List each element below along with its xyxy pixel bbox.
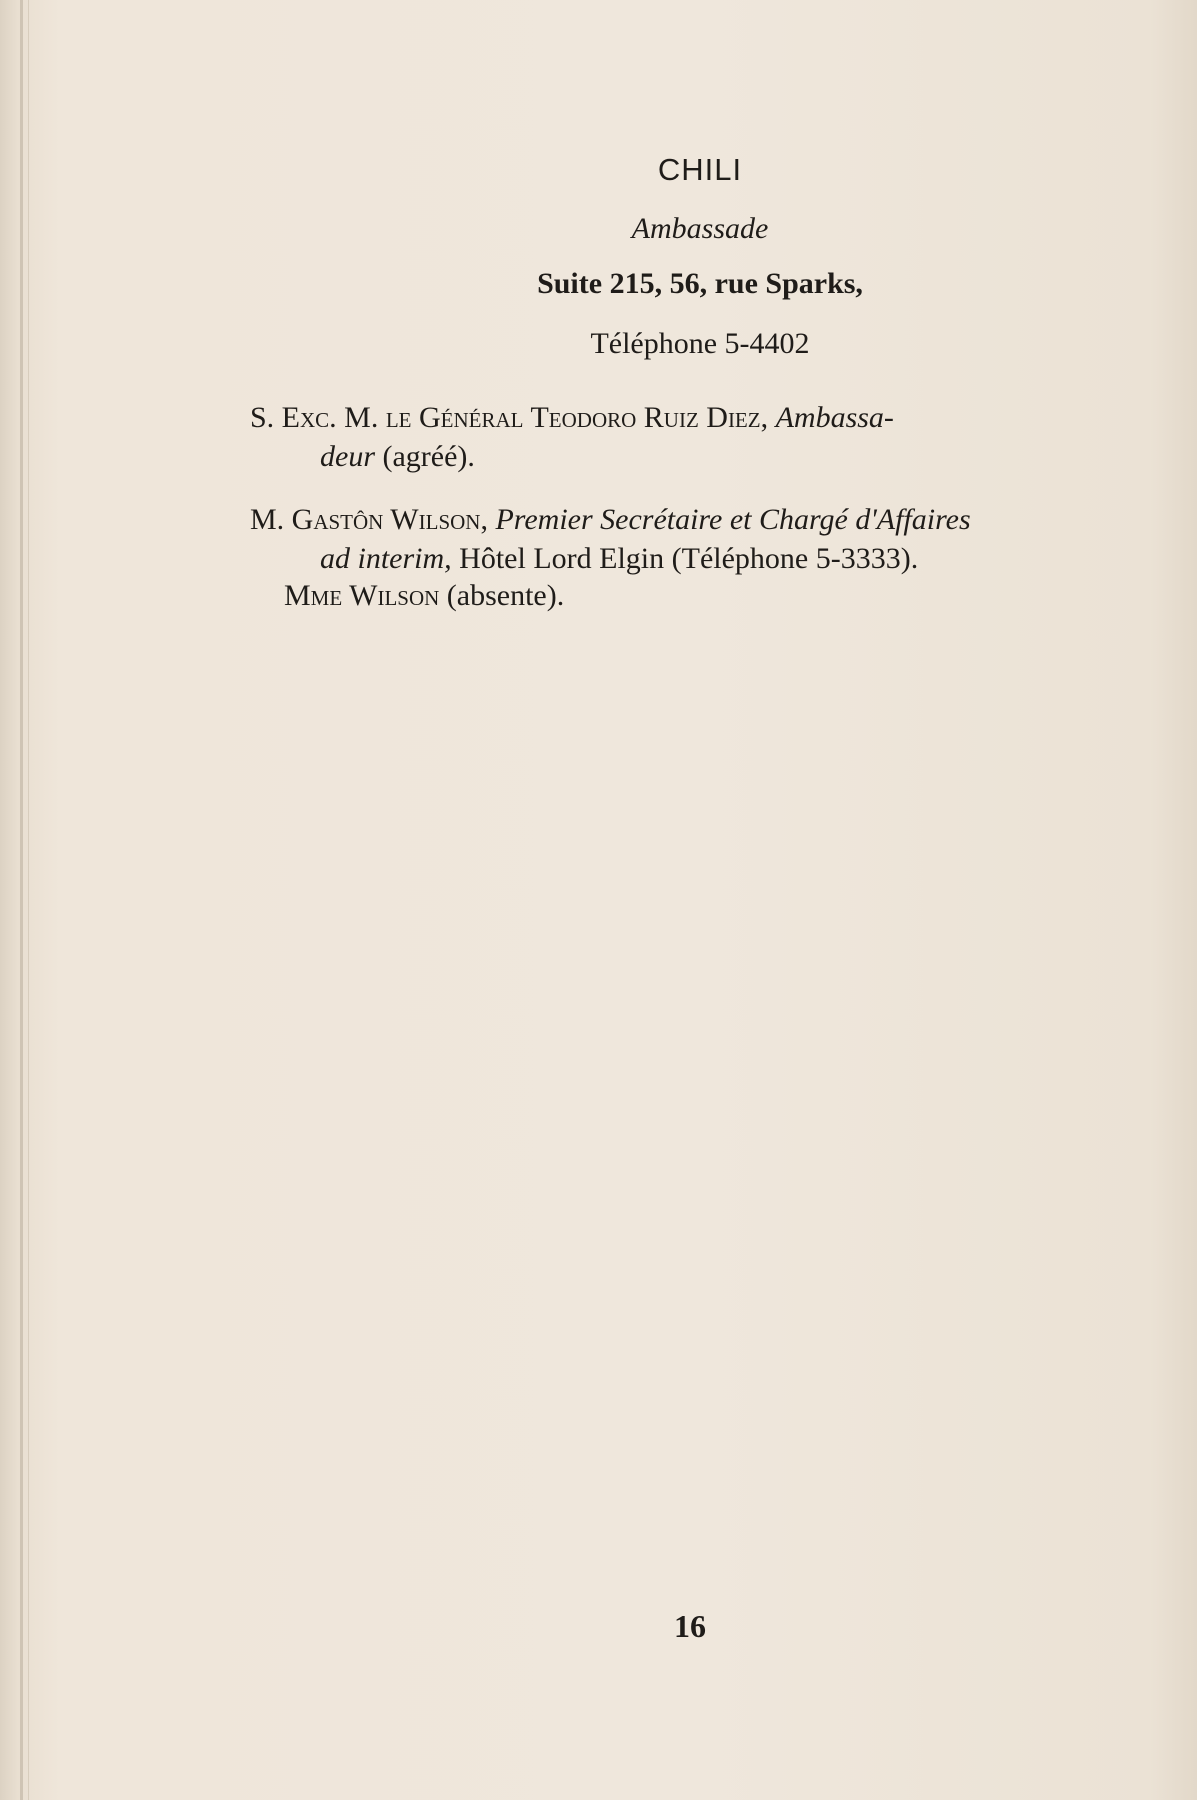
entry-spouse [284, 576, 1164, 615]
entry-title: Premier Secrétaire et Chargé d'Affaires [495, 503, 971, 536]
page-spine-line [28, 0, 29, 1800]
entry-title-continued: deur [320, 440, 375, 473]
entry-title: Ambassa- [775, 401, 894, 434]
entry-name: Mme Wilson [284, 579, 440, 612]
entry-name: M. Gastôn Wilson, [250, 503, 488, 536]
entry-name: S. Exc. M. le Général Teodoro Ruiz Diez, [250, 401, 769, 434]
entry-note: (absente). [446, 579, 565, 612]
embassy-phone: Téléphone 5-4402 [590, 327, 810, 360]
office-type: Ambassade [631, 212, 769, 245]
entry-title-continued: ad interim, [320, 542, 452, 575]
embassy-address: Suite 215, 56, rue Sparks, [537, 267, 863, 300]
country-heading: CHILI [657, 152, 743, 187]
page-spine-shadow [20, 0, 23, 1800]
entry-ambassador [250, 398, 1130, 476]
entry-note: Hôtel Lord Elgin (Téléphone 5-3333). [459, 542, 919, 575]
entry-note: (agréé). [382, 440, 475, 473]
page-number: 16 [674, 1608, 706, 1644]
entry-first-secretary [250, 500, 1130, 578]
